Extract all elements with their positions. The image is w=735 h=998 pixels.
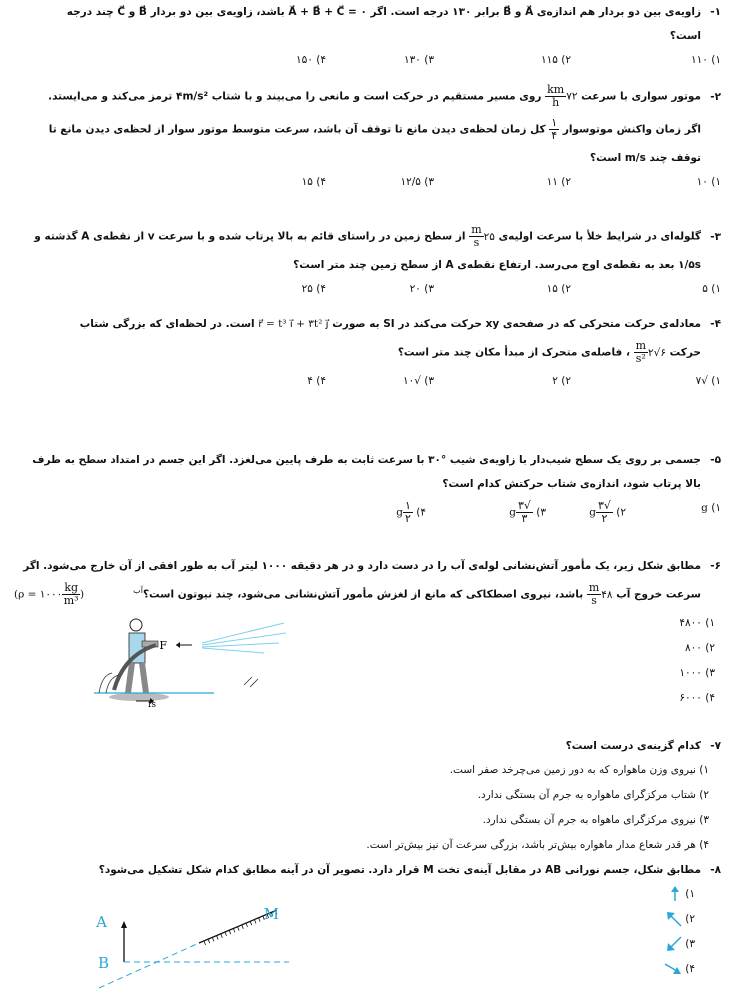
q5-option-1[interactable]: ۱) g — [701, 502, 721, 514]
q2-option-3[interactable]: ۳) ۱۲/۵ — [400, 176, 434, 188]
mirror-diagram — [74, 900, 304, 990]
q2-fraction: $\frac{۱}{۴}$ — [551, 116, 558, 142]
q1-line1: ۱-زاویه‌ی بین دو بردار هم اندازه‌ی A⃗ و B⃗ برابر ۱۳۰ درجه است. اگر A⃗ + B⃗ + C⃗ = ۰ باشد، زاویه‌ی بین دو بردار B⃗ و C⃗ چند درجه — [66, 6, 721, 18]
q7-option-1[interactable]: ۱) نیروی وزن ماهواره که به دور زمین می‌چرخد صفر است. — [449, 764, 709, 776]
question-8 — [14, 862, 721, 998]
q4-option-4[interactable]: ۴) ۴ — [307, 375, 326, 387]
q6-density: (ρ = ۱۰۰۰ $\frac{kg}{\text{m³}}$ ) — [14, 581, 85, 607]
mirror-hatch — [246, 923, 248, 927]
q1-option-4[interactable]: ۴) ۱۵۰ — [296, 54, 326, 66]
q5-line2: بالا پرتاب شود، اندازه‌ی شتاب حرکتش کدام است؟ — [442, 478, 701, 490]
q2-option-1[interactable]: ۱) ۱۰ — [696, 176, 721, 188]
q3-option-1[interactable]: ۱) ۵ — [702, 283, 721, 295]
q4-line2: حرکت ۶√۲ $\frac{m}{\text{s²}}$ ، فاصله‌ی متحرک از مبدأ مکان چند متر است؟ — [397, 339, 701, 365]
q4-line1: ۴-معادله‌ی حرکت متحرکی که در صفحه‌ی xy حرکت می‌کند در SI به صورت r⃗ = t³ i⃗ + ۳t² j⃗ است. در لحظه‌ای که بزرگی شتاب — [79, 318, 721, 330]
q2-line1: ۲-موتور سواری با سرعت ۷۲ $\frac{km}{h}$ روی مسیر مستقیم در حرکت است و مانعی را می‌بیند و با شتاب ۴m/s² ترمز می‌کند و می‌ایستد. — [48, 83, 721, 109]
q6-option-3[interactable]: ۳) ۱۰۰۰ — [679, 667, 715, 679]
mirror-hatch — [250, 921, 252, 925]
q8-option-1[interactable]: ۱) — [664, 886, 695, 902]
mirror-hatch — [242, 925, 244, 929]
mirror-hatch — [217, 936, 219, 940]
arrow-down-left-icon — [666, 936, 682, 952]
q8-question: ۸-مطابق شکل، جسم نورانی AB در مقابل آینه‌ی تخت M قرار دارد. تصویر آن در آینه مطابق کدام شکل تشکیل می‌شود؟ — [98, 864, 721, 876]
mirror-hatch — [225, 932, 227, 936]
q6-line2-row — [14, 582, 721, 615]
q8-option-4[interactable]: ۴) — [664, 961, 695, 977]
q1-options — [14, 52, 721, 68]
label-a: A — [96, 913, 107, 931]
q8-body — [14, 886, 721, 990]
q6-line1: ۶-مطابق شکل زیر، یک مأمور آتش‌نشانی لوله‌ی آب را در دست دارد و در هر دقیقه ۱۰۰۰ لیتر آب به طور افقی از آن خارج می‌شود. اگر — [23, 560, 721, 572]
q6-body — [14, 615, 721, 715]
q7-option-2[interactable]: ۲) شتاب مرکزگرای ماهواره به جرم آن بستگی ندارد. — [477, 789, 709, 801]
q2-option-2[interactable]: ۲) ۱۱ — [546, 176, 571, 188]
q5-line1: ۵-جسمی بر روی یک سطح شیب‌دار با زاویه‌ی شیب °۳۰ با سرعت ثابت به طرف پایین می‌لغزد. اگر این جسم در امتداد سطح به طرف — [32, 454, 721, 466]
q3-line2: ۱/۵s بعد به نقطه‌ی اوج می‌رسد. ارتفاع نقطه‌ی A از سطح زمین چند متر است؟ — [293, 259, 701, 271]
q6-line2: سرعت خروج آب ۴۸ $\frac{m}{s}$ باشد، نیروی اصطکاکی که مانع از لغزش مأمور آتش‌نشانی می‌شود، چند نیوتون است؟$^{آب}$ — [133, 581, 701, 607]
q4-option-3[interactable]: ۳) √۱۰ — [402, 375, 434, 387]
arrow-down-right-icon — [664, 962, 682, 976]
force-label: F — [159, 639, 167, 652]
mirror-hatch — [259, 918, 261, 922]
question-3 — [14, 224, 721, 316]
q5-option-2[interactable]: ۲) $\frac{√۳}{۲}$ g — [589, 499, 626, 525]
q4-option-2[interactable]: ۲) ۲ — [552, 375, 571, 387]
mirror-hatch — [238, 927, 240, 931]
q7-options — [14, 762, 721, 862]
question-4 — [14, 316, 721, 452]
q6-option-1[interactable]: ۱) ۴۸۰۰ — [679, 617, 715, 629]
mirror-hatch — [204, 941, 206, 945]
q4-equation: r⃗ = t³ i⃗ + ۳t² j⃗ — [258, 318, 329, 330]
arrow-up-icon — [668, 886, 682, 902]
q8-option-3[interactable]: ۳) — [664, 936, 695, 952]
q6-exit-speed: ۴۸ $\frac{m}{s}$ — [588, 581, 613, 607]
q2-line2: اگر زمان واکنش موتوسوار $\frac{۱}{۴}$ کل زمان لحظه‌ی دیدن مانع تا توقف آن باشد، سرعت متوسط موتور سوار از لحظه‌ی دیدن مانع تا — [48, 116, 701, 142]
mirror-hatch — [229, 930, 231, 934]
q3-initial-speed: ۲۵ $\frac{m}{s}$ — [471, 223, 495, 249]
label-b: B — [97, 954, 109, 972]
q6-option-4[interactable]: ۴) ۶۰۰۰ — [679, 692, 715, 704]
mirror-hatch — [212, 937, 214, 941]
q7-question: ۷-کدام گزینه‌ی درست است؟ — [565, 740, 721, 752]
question-2 — [14, 84, 721, 224]
mirror-hatch — [208, 939, 210, 943]
q5-option-3[interactable]: ۳) $\frac{√۳}{۳}$ g — [509, 499, 546, 525]
q8-options — [664, 886, 721, 986]
q2-options — [14, 174, 721, 190]
arrow-up-left-icon — [666, 911, 682, 927]
label-m: M — [263, 905, 279, 923]
q7-option-4[interactable]: ۴) هر قدر شعاع مدار ماهواره بیش‌تر باشد، بزرگی سرعت آن نیز بیش‌تر است. — [366, 839, 709, 851]
q6-option-2[interactable]: ۲) ۸۰۰ — [685, 642, 715, 654]
question-7 — [14, 738, 721, 862]
q5-options — [14, 500, 721, 525]
q3-option-2[interactable]: ۲) ۱۵ — [546, 283, 571, 295]
friction-label: fs — [148, 700, 156, 710]
q6-small-mark: آب — [133, 586, 143, 595]
q4-option-1[interactable]: ۱) √۷ — [695, 375, 721, 387]
question-6 — [14, 558, 721, 738]
q3-line1: ۳-گلوله‌ای در شرایط خلأ با سرعت اولیه‌ی ۲۵ $\frac{m}{s}$ از سطح زمین در راستای قائم به بالا پرتاب شده و با سرعت v از نقطه‌ی A گذشته و — [34, 223, 721, 249]
mirror-hatch — [254, 919, 256, 923]
q7-option-3[interactable]: ۳) نیروی مرکزگرای ماهواه به جرم آن بستگی ندارد. — [482, 814, 709, 826]
mirror-hatch — [221, 934, 223, 938]
q8-option-2[interactable]: ۲) — [664, 911, 695, 927]
q2-line3: توقف چند m/s است؟ — [590, 152, 701, 164]
q4-options — [14, 373, 721, 389]
q2-option-4[interactable]: ۴) ۱۵ — [301, 176, 326, 188]
q3-option-3[interactable]: ۳) ۲۰ — [409, 283, 434, 295]
q1-option-3[interactable]: ۳) ۱۳۰ — [404, 54, 434, 66]
q5-option-4[interactable]: ۴) $\frac{۱}{۲}$ g — [396, 499, 426, 525]
q3-options — [14, 281, 721, 297]
firefighter-figure — [94, 615, 294, 710]
q4-acceleration: ۶√۲ $\frac{m}{\text{s²}}$ — [635, 339, 667, 365]
q6-options — [679, 615, 721, 715]
q1-option-2[interactable]: ۲) ۱۱۵ — [541, 54, 571, 66]
q1-option-1[interactable]: ۱) ۱۱۰ — [691, 54, 721, 66]
mirror-hatch — [233, 928, 235, 932]
q1-line2: است؟ — [669, 30, 701, 42]
q2-speed-unit: $\frac{km}{h}$ — [547, 83, 565, 109]
question-1 — [14, 4, 721, 84]
q3-option-4[interactable]: ۴) ۲۵ — [301, 283, 326, 295]
question-5 — [14, 452, 721, 558]
